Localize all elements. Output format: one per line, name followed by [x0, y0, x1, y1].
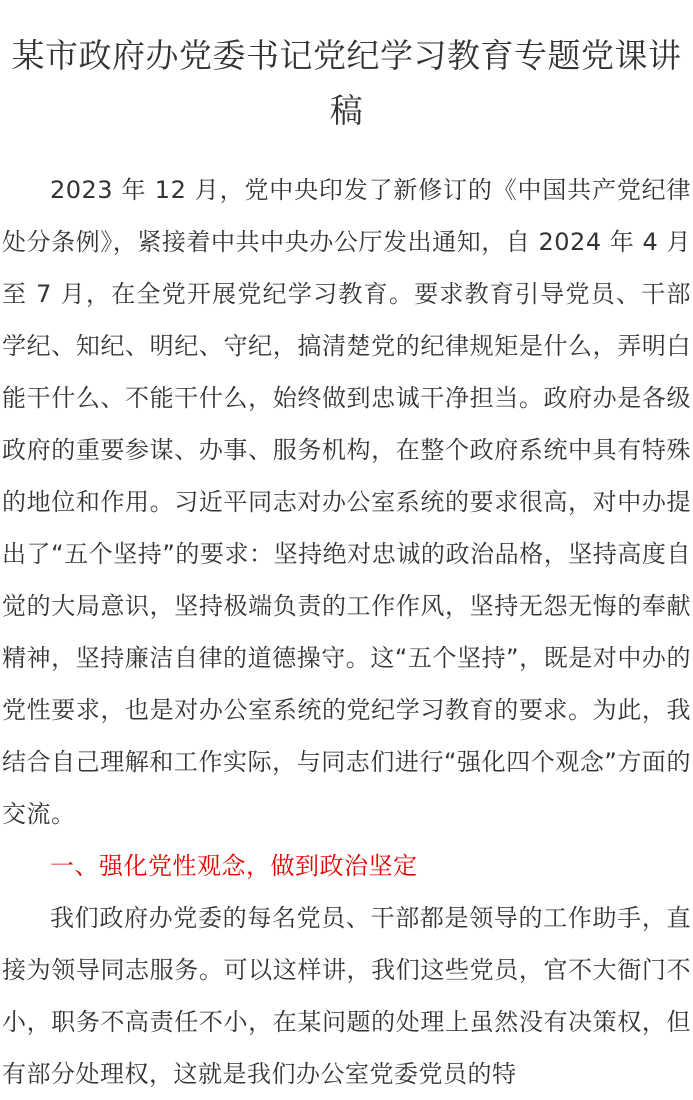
section-paragraph: 我们政府办党委的每名党员、干部都是领导的工作助手，直接为领导同志服务。可以这样讲，我们这些党员，官不大衙门不小，职务不高责任不小，在某问题的处理上虽然没有决策权，但有部分处理权，这就是我们办公室党委党员的特 — [2, 904, 691, 1088]
document-title: 某市政府办党委书记党纪学习教育专题党课讲稿 — [11, 36, 682, 130]
section-heading: 一、强化党性观念，做到政治坚定 — [50, 852, 418, 880]
document-body — [2, 164, 691, 1100]
intro-paragraph: 2023 年 12 月，党中央印发了新修订的《中国共产党纪律处分条例》，紧接着中共中央办公厅发出通知，自 2024 年 4 月至 7 月，在全党开展党纪学习教育。要求教育引导党员、干部学纪、知纪、明纪、守纪，搞清楚党的纪律规矩是什么，弄明白能干什么、不能干什么，始终做到忠诚干净担当。政府办是各级政府的重要参谋、办事、服务机构，在整个政府系统中具有特殊的地位和作用。习近平同志对办公室系统的要求很高，对中办提出了“五个坚持”的要求：坚持绝对忠诚的政治品格，坚持高度自觉的大局意识，坚持极端负责的工作作风，坚持无怨无悔的奉献精神，坚持廉洁自律的道德操守。这“五个坚持”，既是对中办的党性要求，也是对办公室系统的党纪学习教育的要求。为此，我结合自己理解和工作实际，与同志们进行“强化四个观念”方面的交流。 — [2, 176, 691, 828]
